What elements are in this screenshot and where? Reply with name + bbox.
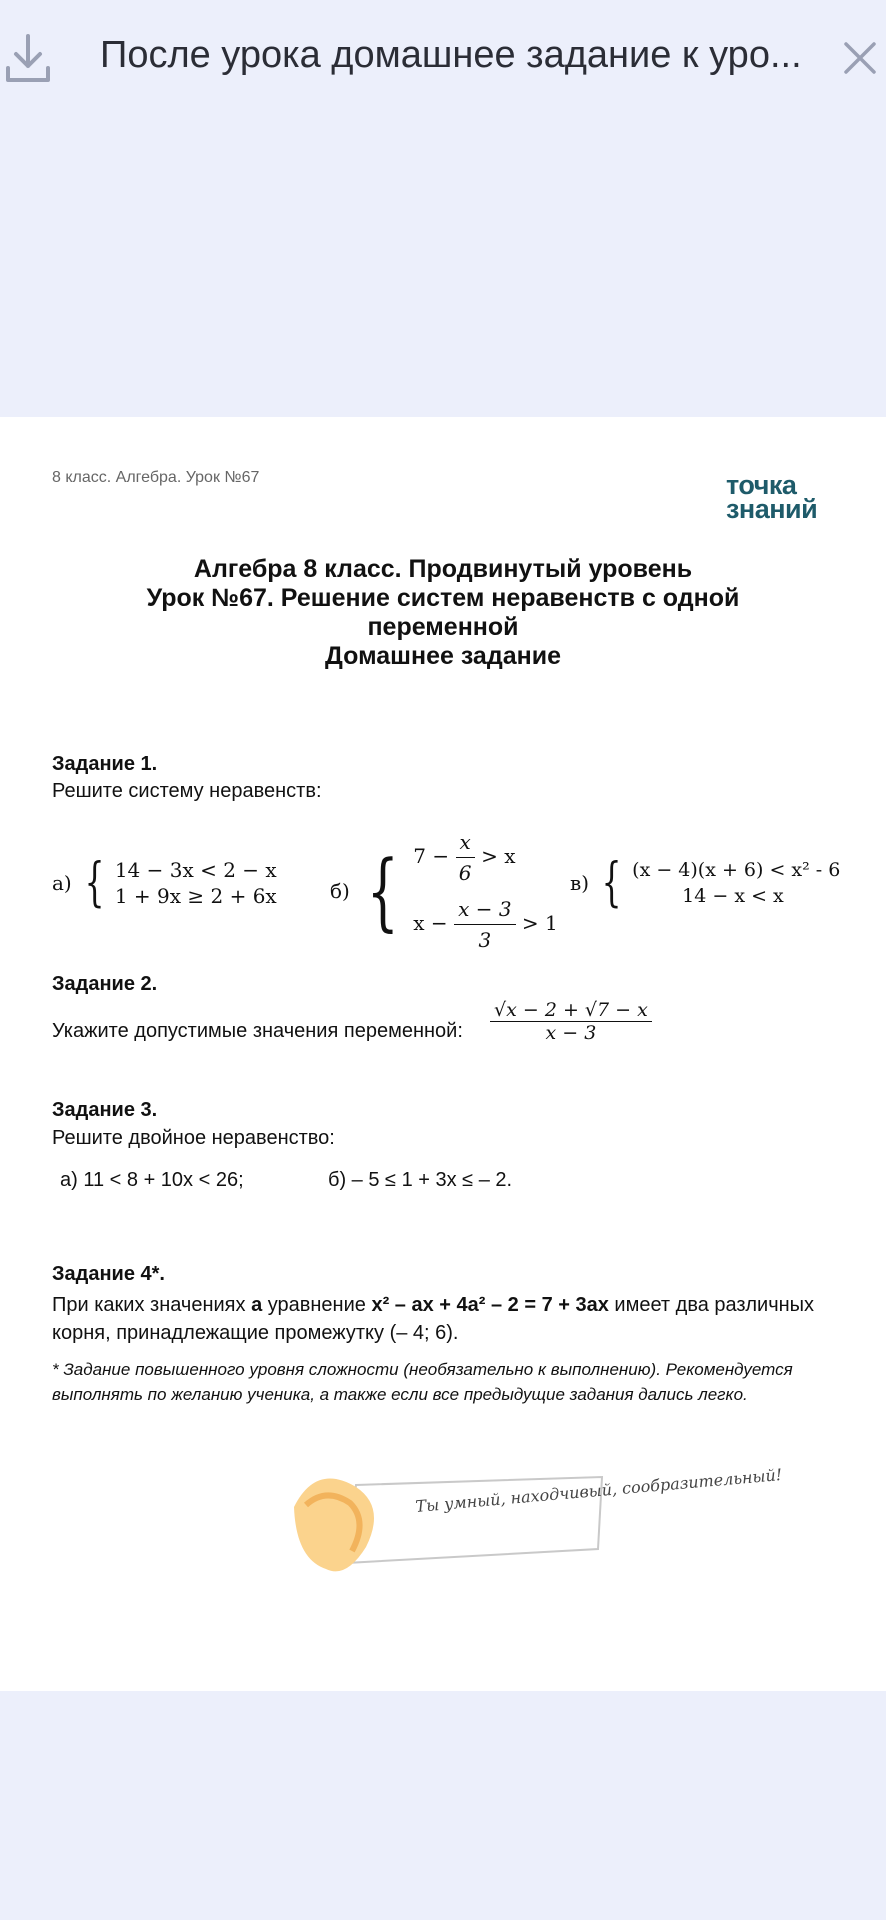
- fortune-cookie-illustration: [286, 1464, 783, 1587]
- system-b-line1: 7 − $\frac{x}{6}$ > x: [413, 827, 557, 888]
- close-icon[interactable]: [842, 40, 878, 76]
- logo-line1: точка: [726, 470, 797, 500]
- doc-title: [60, 555, 826, 671]
- task1-system-b: [330, 827, 558, 955]
- logo-line2: знаний: [726, 494, 818, 524]
- system-a-line2: 1 + 9x ≥ 2 + 6x: [114, 884, 277, 908]
- download-icon[interactable]: [4, 32, 52, 84]
- doc-title-line: Урок №67. Решение систем неравенств с одной: [146, 584, 740, 612]
- task3-text: Решите двойное неравенство:: [52, 1127, 335, 1149]
- brace-icon: {: [84, 853, 105, 913]
- document-title: После урока домашнее задание к уро...: [100, 34, 802, 76]
- task3-heading: Задание 3.: [52, 1099, 158, 1121]
- task2-heading: Задание 2.: [52, 973, 158, 995]
- system-a-label: а): [52, 871, 72, 895]
- task4-text: При каких значениях а уравнение x² – ax + 4a² – 2 = 7 + 3ax имеет два различных корня, принадлежащие промежутку (– 4; 6).: [52, 1294, 815, 1344]
- system-c-label: в): [570, 871, 590, 895]
- doc-title-line: Домашнее задание: [325, 642, 561, 670]
- system-c-line2: 14 − x < x: [682, 885, 784, 907]
- task1-text: Решите систему неравенств:: [52, 780, 322, 802]
- cookie-text: Ты умный, находчивый, сообразительный!: [414, 1464, 783, 1516]
- brace-icon: {: [366, 842, 399, 940]
- task3-b: б) – 5 ≤ 1 + 3x ≤ – 2.: [328, 1169, 513, 1191]
- brand-logo: [726, 470, 836, 524]
- doc-title-line: переменной: [367, 613, 519, 641]
- task2-text: Укажите допустимые значения переменной:: [52, 1020, 463, 1042]
- task4-heading: Задание 4*.: [52, 1263, 165, 1285]
- document-page: [0, 417, 886, 1691]
- viewer-toolbar: [0, 0, 886, 120]
- brace-icon: {: [601, 853, 622, 913]
- task1-system-c: [570, 853, 841, 913]
- system-a-line1: 14 − 3x < 2 − x: [114, 858, 277, 882]
- system-b-line2: x − $\frac{x - 3}{3}$ > 1: [413, 894, 557, 955]
- task1-system-a: [52, 853, 277, 913]
- task1-heading: Задание 1.: [52, 753, 158, 775]
- task3-a: а) 11 < 8 + 10x < 26;: [60, 1169, 244, 1191]
- system-b-label: б): [330, 879, 350, 903]
- expr-denominator: x − 3: [545, 1022, 597, 1044]
- expr-numerator: √x − 2 + √7 − x: [490, 999, 652, 1022]
- task2-expression: [490, 999, 652, 1044]
- header-caption: 8 класс. Алгебра. Урок №67: [52, 469, 260, 486]
- system-c-line1: (x − 4)(x + 6) < x² - 6: [632, 859, 841, 881]
- footnote: * Задание повышенного уровня сложности (необязательно к выполнению). Рекомендуется выполнять по желанию ученика, а также если все предыдущие задания дались легко.: [52, 1360, 793, 1404]
- doc-title-line: Алгебра 8 класс. Продвинутый уровень: [193, 555, 693, 583]
